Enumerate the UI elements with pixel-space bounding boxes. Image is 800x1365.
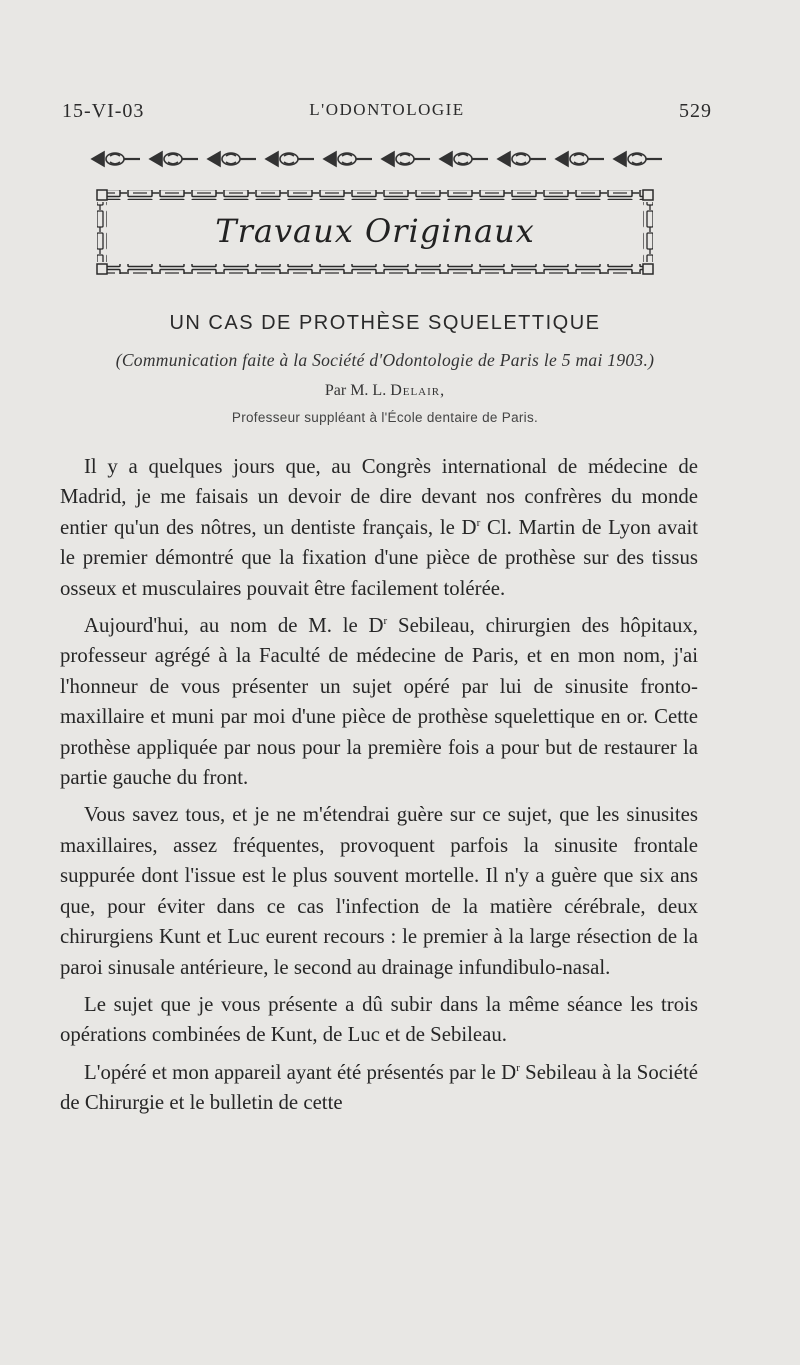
article-body: [60, 452, 698, 1126]
byline-prefix: Par M. L.: [324, 382, 387, 399]
header-date: 15-VI-03: [62, 100, 145, 122]
byline: [0, 382, 770, 400]
paragraph-2: Aujourd'hui, au nom de M. le $D^r$ Sebileau, chirurgien des hôpitaux, professeur agrégé à la Faculté de médecine de Paris, et en mon nom, j'ai l'honneur de vous présenter un sujet opéré par lui de sinusite fronto-maxillaire et muni par moi d'une pièce de prothèse squelettique en or. Cette prothèse appliquée par nous pour la première fois a pour but de restaurer la partie gauche du front.: [60, 614, 698, 790]
paragraph-4: Le sujet que je vous présente a dû subir dans la même séance les trois opérations combinées de Kunt, de Luc et de Sebileau.: [60, 992, 698, 1047]
section-banner: [95, 188, 655, 276]
section-title: Travaux Originaux: [215, 212, 535, 250]
author-name: Delair,: [390, 382, 446, 399]
paragraph-3: Vous savez tous, et je ne m'étendrai guère sur ce sujet, que les sinusites maxillaires, assez fréquentes, provoquent parfois la sinusite frontale suppurée dont l'issue est le plus souvent mortelle. Il n'y a guère que six ans que, pour éviter dans ce cas l'infection de la matière cérébrale, deux chirurgiens Kunt et Luc eurent recours : le premier à la large résection de la paroi sinusale antérieure, le second au drainage infundibulo-nasal.: [60, 803, 698, 979]
running-head: [62, 100, 712, 130]
page-number: 529: [679, 100, 712, 122]
journal-name: L'ODONTOLOGIE: [309, 100, 465, 119]
communication-note: (Communication faite à la Société d'Odontologie de Paris le 5 mai 1903.): [115, 350, 655, 370]
author-affiliation: Professeur suppléant à l'École dentaire de Paris.: [231, 410, 539, 425]
article-title: UN CAS DE PROTHÈSE SQUELETTIQUE: [169, 312, 601, 334]
decorative-ornament-row: [90, 148, 670, 170]
paragraph-5: L'opéré et mon appareil ayant été présentés par le $D^r$ Sebileau à la Société de Chirurgie et le bulletin de cette: [60, 1060, 698, 1115]
paragraph-1: Il y a quelques jours que, au Congrès international de médecine de Madrid, je me faisais un devoir de dire devant nos confrères du monde entier qu'un des nôtres, un dentiste français, le $D^r$ Cl. Martin de Lyon avait le premier démontré que la fixation d'une pièce de prothèse sur des tissus osseux et musculaires pouvait être facilement tolérée.: [60, 455, 699, 600]
